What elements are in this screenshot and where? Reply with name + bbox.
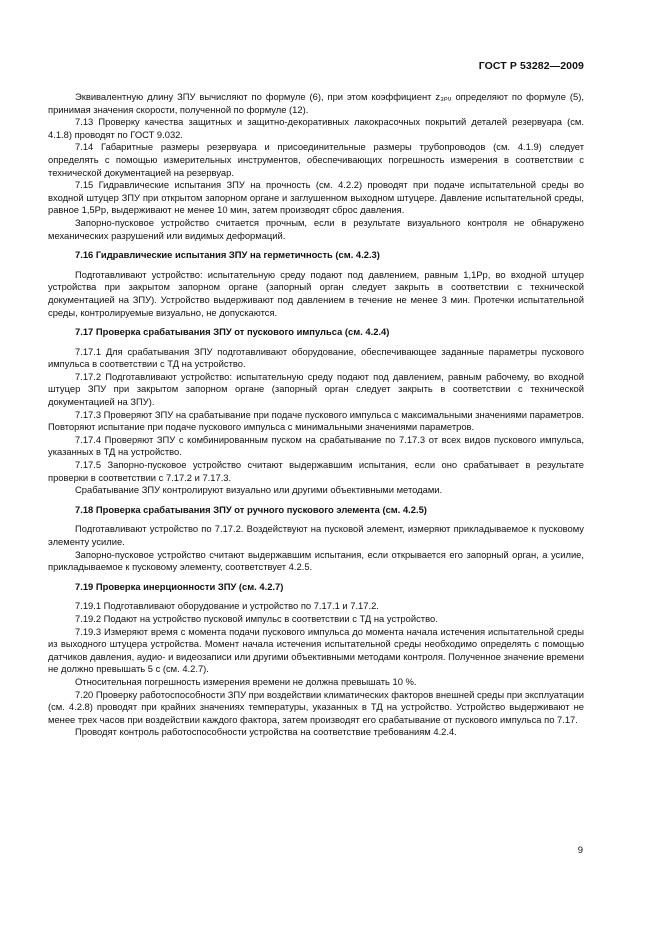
- paragraph: Срабатывание ЗПУ контролируют визуально или другими объективными методами.: [75, 484, 443, 496]
- paragraph: 7.17.2 Подготавливают устройство: испытательную среду подают под давлением, равным рабочему, во входной штуцер ЗПУ при закрытом запорном органе (запорный орган следует закрыть в соответствии с технической документацией на ЗПУ).: [48, 370, 584, 408]
- paragraph: 7.14 Габаритные размеры резервуара и присоединительные размеры трубопроводов (см. 4.1.9) следует определять с помощью измерительных инструментов, обеспечивающих погрешность измерения в соответствии с технической документацией на резервуар.: [48, 141, 584, 178]
- section-heading: 7.17 Проверка срабатывания ЗПУ от пускового импульса (см. 4.2.4): [75, 326, 390, 338]
- paragraph: Проводят контроль работоспособности устройства на соответствие требованиям 4.2.4.: [75, 726, 457, 738]
- paragraph: Эквивалентную длину ЗПУ вычисляют по формуле (6), при этом коэффициент z₃ₚᵤ определяют по формуле (5), принимая значения скорости, полученной по формуле (12).: [48, 91, 584, 115]
- paragraph: 7.20 Проверку работоспособности ЗПУ при воздействии климатических факторов внешней среды при эксплуатации (см. 4.2.8) проводят при крайних значениях температуры, указанных в ТД на устройство. Устройство выдерживают не менее трех часов при воздействии каждого фактора, затем производят его срабатывание от пускового импульса по 7.17.: [48, 688, 584, 725]
- paragraph: 7.19.3 Измеряют время с момента подачи пускового импульса до момента начала истечения испытательной среды из выходного штуцера устройства. Момент начала истечения испытательной среды необходимо определять с помощью датчиков давления, аудио- и видеозаписи или другими объективными методами контроля. Полученное значение времени не должно превышать 5 с (см. 4.2.7).: [48, 625, 584, 675]
- paragraph: 7.17.3 Проверяют ЗПУ на срабатывание при подаче пускового импульса с максимальными значениями параметров. Повторяют испытание при подаче пускового импульса с минимальными значениями параметров.: [48, 408, 584, 433]
- document-body: [48, 91, 584, 739]
- paragraph: 7.19.1 Подготавливают оборудование и устройство по 7.17.1 и 7.17.2.: [75, 600, 379, 612]
- paragraph: Подготавливают устройство: испытательную среду подают под давлением, равным 1,1Pр, во входной штуцер устройства при закрытом запорном органе (запорный орган следует закрыть в соответствии с технической документацией на ЗПУ). Устройство выдерживают под давлением в течение не менее 3 мин. Протечки испытательной среды, контролируемые визуально, не допускаются.: [48, 268, 584, 318]
- paragraph: Подготавливают устройство по 7.17.2. Воздействуют на пусковой элемент, измеряют прикладываемое к пусковому элементу усилие.: [48, 523, 584, 547]
- paragraph: Запорно-пусковое устройство считается прочным, если в результате визуального контроля не обнаружено механических разрушений или видимых деформаций.: [48, 216, 584, 241]
- paragraph: 7.15 Гидравлические испытания ЗПУ на прочность (см. 4.2.2) проводят при подаче испытательной среды во входной штуцер ЗПУ при открытом запорном органе и заглушенном выходном штуцере. Давление испытательной среды, равное 1,5Pр, выдерживают не менее 10 мин, затем производят сброс давления.: [48, 179, 584, 216]
- paragraph: Запорно-пусковое устройство считают выдержавшим испытания, если открывается его запорный орган, а усилие, прикладываемое к пусковому элементу, соответствует 4.2.5.: [48, 548, 584, 573]
- standard-header: ГОСТ Р 53282—2009: [478, 60, 584, 72]
- paragraph: 7.17.1 Для срабатывания ЗПУ подготавливают оборудование, обеспечивающее заданные параметры пускового импульса в соответствии с ТД на устройство.: [48, 345, 584, 370]
- paragraph: 7.17.4 Проверяют ЗПУ с комбинированным пуском на срабатывание по 7.17.3 от всех видов пускового импульса, указанных в ТД на устройство.: [48, 433, 584, 458]
- section-heading: 7.16 Гидравлические испытания ЗПУ на герметичность (см. 4.2.3): [75, 249, 380, 261]
- section-heading: 7.19 Проверка инерционности ЗПУ (см. 4.2.7): [75, 580, 284, 592]
- section-heading: 7.18 Проверка срабатывания ЗПУ от ручного пускового элемента (см. 4.2.5): [75, 503, 427, 515]
- paragraph: 7.13 Проверку качества защитных и защитно-декоративных лакокрасочных покрытий деталей резервуара (см. 4.1.8) проводят по ГОСТ 9.032.: [48, 116, 584, 140]
- paragraph: 7.19.2 Подают на устройство пусковой импульс в соответствии с ТД на устройство.: [75, 612, 438, 624]
- paragraph: Относительная погрешность измерения времени не должна превышать 10 %.: [75, 675, 417, 687]
- paragraph: 7.17.5 Запорно-пусковое устройство считают выдержавшим испытания, если оно срабатывает в результате проверки в соответствии с 7.17.2 и 7.17.3.: [48, 459, 584, 483]
- page-number: 9: [577, 845, 583, 856]
